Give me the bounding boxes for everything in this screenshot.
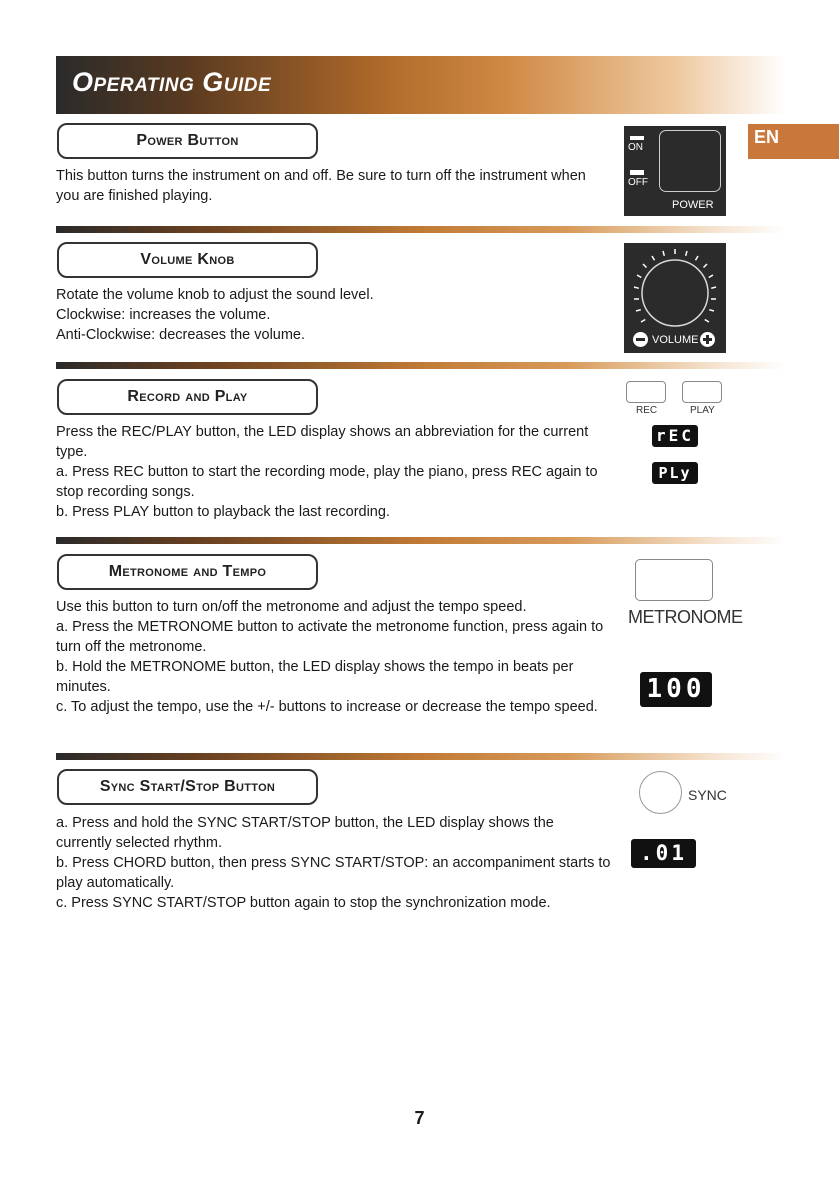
volume-plus-icon [700, 332, 715, 347]
section-text-volume-knob [56, 285, 611, 345]
section-title-metronome-and-tempo: Metronome and Tempo [57, 554, 318, 590]
play-key-icon [682, 381, 722, 403]
page-title: Operating Guide [72, 67, 272, 97]
metronome-figure [626, 557, 743, 712]
volume-knob-figure [624, 243, 726, 353]
off-indicator-icon [630, 170, 644, 175]
text-line: c. Press SYNC START/STOP button again to stop the synchronization mode. [56, 895, 551, 911]
text-line: b. Press CHORD button, then press SYNC START/STOP: an accompaniment starts to play automatically. [56, 855, 611, 891]
text-line: Use this button to turn on/off the metronome and adjust the tempo speed. [56, 599, 527, 615]
text-line: Press the REC/PLAY button, the LED display shows an abbreviation for the current type. [56, 424, 589, 460]
volume-caption: VOLUME [652, 334, 699, 346]
page-number: 7 [414, 1108, 425, 1128]
header-banner [56, 56, 786, 114]
rec-caption: REC [636, 405, 658, 416]
play-caption: PLAY [690, 405, 715, 416]
section-title-volume-knob: Volume Knob [57, 242, 318, 278]
section-text-metronome-and-tempo [56, 597, 611, 717]
text-line: b. Hold the METRONOME button, the LED display shows the tempo in beats per minutes. [56, 659, 574, 695]
section-title-record-and-play: Record and Play [57, 379, 318, 415]
on-label: ON [628, 142, 643, 153]
record-play-figure [620, 378, 730, 490]
volume-minus-icon [633, 332, 648, 347]
sync-key-icon [639, 771, 682, 814]
section-text-sync-start-stop [56, 813, 611, 913]
off-label: OFF [628, 177, 648, 188]
text-line: Rotate the volume knob to adjust the sound level. [56, 287, 374, 303]
lcd-rhythm-display: .01 [631, 839, 696, 868]
power-button-figure [624, 126, 726, 216]
section-divider [56, 537, 786, 544]
section-divider [56, 362, 786, 369]
lcd-rec-display: rEC [652, 425, 698, 447]
sync-caption: SYNC [688, 787, 727, 803]
text-line: This button turns the instrument on and off. Be sure to turn off the instrument when you are finished playing. [56, 168, 586, 204]
text-line: Anti-Clockwise: decreases the volume. [56, 327, 306, 343]
sync-figure [628, 770, 728, 875]
rec-key-icon [626, 381, 666, 403]
language-tab: EN [748, 124, 839, 159]
volume-knob-icon [624, 243, 726, 335]
power-key-icon [659, 130, 721, 192]
section-divider [56, 753, 786, 760]
section-text-power-button [56, 166, 611, 206]
section-text-record-and-play [56, 422, 611, 522]
section-title-sync-start-stop: Sync Start/Stop Button [57, 769, 318, 805]
lcd-tempo-display: 100 [640, 672, 712, 707]
section-title-power-button: Power Button [57, 123, 318, 159]
on-indicator-icon [630, 136, 644, 140]
power-caption: POWER [672, 199, 714, 211]
text-line: b. Press PLAY button to playback the last recording. [56, 504, 390, 520]
text-line: a. Press REC button to start the recording mode, play the piano, press REC again to stop recording songs. [56, 464, 598, 500]
metronome-caption: METRONOME [628, 607, 743, 627]
metronome-key-icon [635, 559, 713, 601]
section-divider [56, 226, 786, 233]
lcd-play-display: PLy [652, 462, 698, 484]
text-line: Clockwise: increases the volume. [56, 307, 271, 323]
text-line: a. Press and hold the SYNC START/STOP button, the LED display shows the currently selected rhythm. [56, 815, 554, 851]
text-line: a. Press the METRONOME button to activate the metronome function, press again to turn off the metronome. [56, 619, 604, 655]
text-line: c. To adjust the tempo, use the +/- buttons to increase or decrease the tempo speed. [56, 699, 598, 715]
